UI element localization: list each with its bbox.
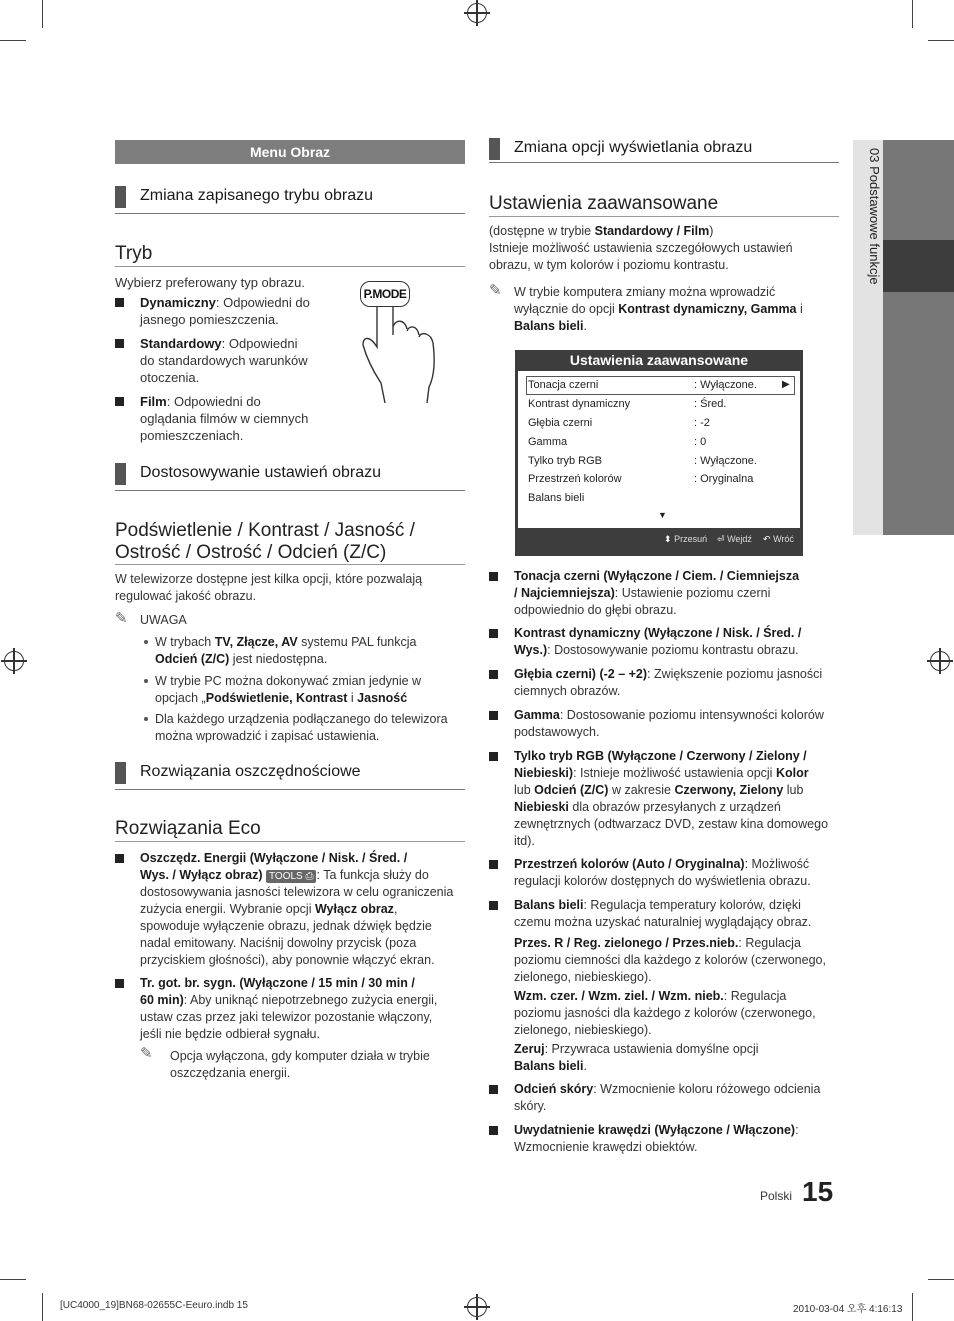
osd-menu-value: : Wyłączone. bbox=[694, 379, 757, 391]
side-tab-block bbox=[883, 292, 954, 535]
list-item: Przestrzeń kolorów (Auto / Oryginalna): Możliwość regulacji kolorów dostępnych do wyświetlenia obrazu. bbox=[514, 857, 811, 888]
note-pencil-icon: ✎ bbox=[140, 1045, 153, 1062]
bullet-icon bbox=[489, 711, 498, 720]
list-item: Uwydatnienie krawędzi (Wyłączone / Włączone): Wzmocnienie krawędzi obiektów. bbox=[514, 1123, 799, 1154]
note-item: W trybach TV, Złącze, AV systemu PAL funkcja Odcień (Z/C) jest niedostępna. bbox=[155, 635, 417, 666]
subheading bbox=[115, 186, 465, 214]
paragraph: Wybierz preferowany typ obrazu. bbox=[115, 275, 305, 290]
note-item: W trybie PC można dokonywać zmian jedynie w opcjach „Podświetlenie, Kontrast i Jasność bbox=[155, 674, 422, 705]
list-item: Oszczędz. Energii (Wyłączone / Nisk. / Śred. / Wys. / Wyłącz obraz) TOOLS ⎙ : Ta funkcja służy do dostosowywania jasności telewizora w celu ograniczenia zużycia energii. Wybranie opcji Wyłącz obraz, spowoduje wyłączenie obrazu, jednak dźwięk będzie nadal emitowany. Naciśnij dowolny przycisk (poza przyciskiem głośności), aby ponownie włączyć ekran. bbox=[140, 851, 454, 967]
osd-menu-item[interactable]: Gamma bbox=[528, 436, 568, 448]
paragraph: (dostępne w trybie Standardowy / Film) Istnieje możliwość ustawienia szczegółowych ustawień obrazu, w tym kolorów i poziomu kontrastu. bbox=[489, 224, 793, 272]
tools-button-icon: TOOLS ⎙ bbox=[266, 870, 317, 883]
enter-icon: ⏎ bbox=[717, 534, 725, 544]
note-pencil-icon: ✎ bbox=[489, 282, 502, 299]
registration-mark-icon bbox=[930, 651, 950, 671]
note-label: UWAGA bbox=[140, 613, 187, 627]
subheading-text: Rozwiązania oszczędnościowe bbox=[140, 763, 361, 780]
list-item: Film: Odpowiedni do oglądania filmów w ciemnych pomieszczeniach. bbox=[140, 394, 309, 443]
osd-footer-back: ↶ Wróć bbox=[763, 534, 794, 544]
subheading-marker bbox=[115, 463, 126, 485]
osd-menu-title: Ustawienia zaawansowane bbox=[569, 352, 749, 368]
menu-bar: Menu Obraz bbox=[115, 140, 465, 164]
bullet-icon bbox=[489, 752, 498, 761]
divider bbox=[489, 216, 839, 217]
osd-footer-move: ⬍ Przesuń bbox=[664, 534, 708, 544]
section-heading: Tryb bbox=[115, 243, 153, 264]
divider bbox=[115, 564, 465, 565]
subheading bbox=[115, 463, 465, 491]
language-label: Polski bbox=[760, 1189, 793, 1203]
updown-arrow-icon: ⬍ bbox=[664, 534, 672, 544]
crop-mark bbox=[912, 1293, 913, 1321]
osd-footer-enter: ⏎ Wejdź bbox=[717, 534, 752, 544]
bullet-icon bbox=[489, 629, 498, 638]
registration-mark-icon bbox=[467, 3, 487, 23]
crop-mark bbox=[42, 1293, 43, 1321]
return-icon: ↶ bbox=[763, 534, 771, 544]
subheading bbox=[115, 762, 465, 790]
section-heading: Rozwiązania Eco bbox=[115, 818, 261, 839]
registration-mark-icon bbox=[4, 651, 24, 671]
crop-mark bbox=[0, 1279, 26, 1280]
osd-menu-value: : Wyłączone. bbox=[694, 455, 757, 467]
bullet-icon bbox=[144, 717, 148, 721]
paragraph: W telewizorze dostępne jest kilka opcji, które pozwalają regulować jakość obrazu. bbox=[115, 572, 423, 603]
osd-menu-value: : Śred. bbox=[694, 398, 727, 410]
subheading-marker bbox=[115, 186, 126, 208]
print-date-info: 2010-03-04 오후 4:16:13 bbox=[793, 1304, 903, 1315]
pmode-label: P.MODE bbox=[363, 287, 407, 301]
list-item: Gamma: Dostosowanie poziomu intensywności kolorów podstawowych. bbox=[514, 708, 824, 739]
osd-menu-panel bbox=[515, 350, 803, 556]
note-pencil-icon: ✎ bbox=[115, 610, 128, 627]
crop-mark bbox=[42, 0, 43, 28]
bullet-icon bbox=[115, 979, 124, 988]
osd-menu-value: : Oryginalna bbox=[694, 473, 754, 485]
note-item: Opcja wyłączona, gdy komputer działa w trybie oszczędzania energii. bbox=[170, 1049, 430, 1080]
divider bbox=[115, 213, 465, 214]
section-heading: Ustawienia zaawansowane bbox=[489, 193, 719, 214]
divider bbox=[115, 841, 465, 842]
pmode-button-icon bbox=[360, 281, 410, 307]
side-tab-block bbox=[883, 140, 954, 240]
divider bbox=[115, 266, 465, 267]
registration-mark-icon bbox=[467, 1297, 487, 1317]
print-file-info: [UC4000_19]BN68-02655C-Eeuro.indb 15 bbox=[60, 1300, 248, 1311]
subheading-marker bbox=[115, 762, 126, 784]
side-tab-label: 03 Podstawowe funkcje bbox=[867, 148, 882, 285]
bullet-icon bbox=[489, 901, 498, 910]
osd-menu-item[interactable]: Kontrast dynamiczny bbox=[528, 398, 631, 410]
list-item: Kontrast dynamiczny (Wyłączone / Nisk. / Śred. / Wys.): Dostosowywanie poziomu kontrastu obrazu. bbox=[514, 626, 802, 657]
subheading bbox=[489, 138, 839, 166]
list-item: Dynamiczny: Odpowiedni do jasnego pomieszczenia. bbox=[140, 295, 310, 327]
list-item: Głębia czerni) (-2 – +2): Zwiększenie poziomu jasności ciemnych obrazów. bbox=[514, 667, 823, 698]
crop-mark bbox=[0, 40, 26, 41]
side-tab-active-block bbox=[883, 240, 954, 292]
osd-menu-item[interactable]: Głębia czerni bbox=[528, 417, 593, 429]
list-item: Standardowy: Odpowiedni do standardowych warunków otoczenia. bbox=[140, 336, 308, 385]
osd-menu-item[interactable]: Balans bieli bbox=[528, 492, 585, 504]
section-heading: Podświetlenie / Kontrast / Jasność / Ostrość / Ostrość / Odcień (Z/C) bbox=[115, 520, 415, 563]
list-item: Tylko tryb RGB (Wyłączone / Czerwony / Zielony / Niebieski): Istnieje możliwość ustawienia opcji Kolor lub Odcień (Z/C) w zakresie Czerwony, Zielony lub Niebieski dla obrazów przesyłanych z urządzeń zewnętrznych (odtwarzacz DVD, zestaw kina domowego itd). bbox=[514, 749, 829, 848]
bullet-icon bbox=[489, 572, 498, 581]
subheading-text: Dostosowywanie ustawień obrazu bbox=[140, 464, 382, 481]
subheading-text: Zmiana opcji wyświetlania obrazu bbox=[514, 139, 753, 156]
note-item: W trybie komputera zmiany można wprowadzić wyłącznie do opcji Kontrast dynamiczny, Gamma i Balans bieli. bbox=[514, 285, 803, 333]
bullet-icon bbox=[115, 397, 124, 406]
list-item: Tr. got. br. sygn. (Wyłączone / 15 min / 30 min / 60 min): Aby uniknąć niepotrzebnego zużycia energii, ustaw czas przez jaki telewizor pozostanie włączony, jeśli nie będzie odbierał sygnału. bbox=[140, 976, 438, 1041]
bullet-icon bbox=[115, 854, 124, 863]
crop-mark bbox=[928, 1279, 954, 1280]
osd-menu-item[interactable]: Tylko tryb RGB bbox=[528, 455, 602, 467]
bullet-icon bbox=[144, 679, 148, 683]
osd-menu-body bbox=[518, 371, 800, 528]
osd-menu-value: : 0 bbox=[694, 436, 707, 448]
bullet-icon bbox=[489, 860, 498, 869]
bullet-icon bbox=[115, 298, 124, 307]
divider bbox=[115, 490, 465, 491]
bullet-icon bbox=[115, 339, 124, 348]
subheading-text: Zmiana zapisanego trybu obrazu bbox=[140, 187, 374, 204]
osd-menu-item[interactable]: Przestrzeń kolorów bbox=[528, 473, 622, 485]
divider bbox=[115, 789, 465, 790]
osd-menu-item[interactable]: Tonacja czerni bbox=[528, 379, 599, 391]
bullet-icon bbox=[144, 640, 148, 644]
submenu-arrow-icon: ▶ bbox=[782, 379, 790, 390]
note-item: Dla każdego urządzenia podłączanego do telewizora można wprowadzić i zapisać ustawienia. bbox=[155, 712, 448, 743]
list-item: Balans bieli: Regulacja temperatury kolorów, dzięki czemu można uzyskać naturalniej wyglądający obraz. Przes. R / Reg. zielonego / Przes.nieb.: Regulacja poziomu ciemności dla każdego z kolorów (czerwonego, zielonego, niebieskiego). Wzm. czer. / Wzm. ziel. / Wzm. nieb.: Regulacja poziomu jasności dla każdego z kolorów (czerwonego, zielonego, niebieskiego). Zeruj: Przywraca ustawienia domyślne opcji Balans bieli. bbox=[514, 898, 826, 1073]
crop-mark bbox=[928, 40, 954, 41]
list-item: Tonacja czerni (Wyłączone / Ciem. / Ciemniejsza / Najciemniejsza): Ustawienie poziomu czerni odpowiednio do głębi obrazu. bbox=[514, 569, 800, 617]
subheading-marker bbox=[489, 138, 500, 160]
page-number: 15 bbox=[802, 1176, 834, 1207]
osd-menu-value: : -2 bbox=[694, 417, 710, 429]
scroll-down-arrow-icon[interactable]: ▼ bbox=[658, 510, 667, 520]
crop-mark bbox=[912, 0, 913, 28]
bullet-icon bbox=[489, 1085, 498, 1094]
list-item: Odcień skóry: Wzmocnienie koloru różowego odcienia skóry. bbox=[514, 1082, 821, 1113]
bullet-icon bbox=[489, 1126, 498, 1135]
divider bbox=[489, 162, 839, 163]
bullet-icon bbox=[489, 670, 498, 679]
